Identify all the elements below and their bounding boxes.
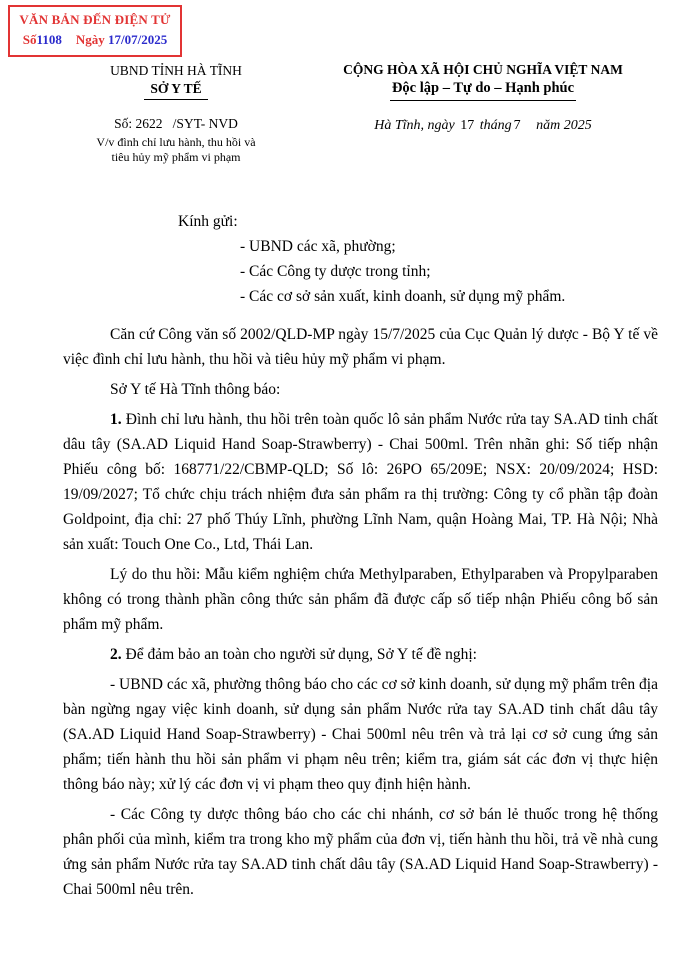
- document-subject-line1: V/v đình chỉ lưu hành, thu hồi và: [96, 135, 256, 149]
- stamp-date-value: 17/07/2025: [107, 32, 168, 47]
- document-header: [0, 62, 681, 165]
- stamp-number-date-row: [12, 32, 178, 48]
- stamp-number-value: 1108: [36, 32, 62, 47]
- issuing-org-parent: UBND TỈNH HÀ TĨNH: [110, 63, 242, 78]
- document-number: Số: 2622 /SYT- NVD: [114, 116, 238, 131]
- body-paragraph: - Các Công ty dược thông báo cho các chi nhánh, cơ sở bán lẻ thuốc trong hệ thống phân phối của mình, kiểm tra trong kho mỹ phẩm của đơn vị, tiến hành thu hồi, trả về nhà cung ứng sản phẩm Nước rửa tay SA.AD tinh chất dâu tây (SA.AD Liquid Hand Soap-Strawberry) - Chai 500ml nêu trên.: [63, 806, 658, 898]
- stamp-date-label: Ngày: [75, 32, 105, 47]
- body-paragraph: Sở Y tế Hà Tĩnh thông báo:: [110, 381, 281, 398]
- place-and-date: [318, 118, 648, 134]
- body-paragraph: - UBND các xã, phường thông báo cho các cơ sở kinh doanh, sử dụng mỹ phẩm trên địa bàn ngừng ngay việc kinh doanh, sử dụng sản phẩm Nước rửa tay SA.AD tinh chất dâu tây (SA.AD Liquid Hand Soap-Strawberry) - Chai 500ml nêu trên và trả lại cơ sở cung ứng sản phẩm; tiến hành thu hồi sản phẩm vi phạm nêu trên; kiểm tra, giám sát các đơn vị thực hiện thông báo này; xử lý các đơn vị vi phạm theo quy định hiện hành.: [63, 676, 658, 793]
- body-paragraph: 2. Để đảm bảo an toàn cho người sử dụng, Sở Y tế đề nghị:: [110, 646, 477, 663]
- month-label: tháng: [479, 118, 512, 133]
- stamp-title: VĂN BẢN ĐẾN ĐIỆN TỬ: [19, 12, 171, 27]
- date-month: 7: [513, 118, 521, 133]
- issuing-org-name: SỞ Y TẾ: [60, 80, 292, 100]
- body-paragraph: Căn cứ Công văn số 2002/QLD-MP ngày 15/7/2025 của Cục Quản lý dược - Bộ Y tế về việc đình chỉ lưu hành, thu hồi và tiêu hủy mỹ phẩm vi phạm.: [63, 326, 658, 368]
- body-paragraph: 1. Đình chỉ lưu hành, thu hồi trên toàn quốc lô sản phẩm Nước rửa tay SA.AD tinh chất dâu tây (SA.AD Liquid Hand Soap-Strawberry) - Chai 500ml. Trên nhãn ghi: Số tiếp nhận Phiếu công bố: 168771/22/CBMP-QLD; Số lô: 26PO 65/209E; NSX: 20/09/2024; HSD: 19/09/2027; Tổ chức chịu trách nhiệm đưa sản phẩm ra thị trường: Công ty cổ phần tập đoàn Goldpoint, địa chỉ: 27 phố Thúy Lĩnh, phường Lĩnh Nam, quận Hoàng Mai, TP. Hà Nội; Nhà sản xuất: Touch One Co., Ltd, Thái Lan.: [63, 411, 658, 553]
- recipient-item: - UBND các xã, phường;: [240, 238, 396, 255]
- salutation: Kính gửi:: [178, 213, 238, 230]
- national-header-block: [318, 62, 648, 134]
- document-body: [63, 322, 658, 902]
- independence-motto: Độc lập – Tự do – Hạnh phúc: [318, 80, 648, 101]
- recipients-block: [0, 209, 681, 309]
- document-subject: [60, 135, 292, 165]
- body-paragraph: Lý do thu hồi: Mẫu kiểm nghiệm chứa Methylparaben, Ethylparaben và Propylparaben không có trong thành phần công thức sản phẩm đã được cấp số tiếp nhận Phiếu công bố sản phẩm mỹ phẩm.: [63, 566, 658, 633]
- recipient-item: - Các cơ sở sản xuất, kinh doanh, sử dụng mỹ phẩm.: [240, 288, 566, 305]
- document-subject-line2: tiêu hủy mỹ phẩm vi phạm: [111, 150, 241, 164]
- date-day: 17: [460, 118, 475, 133]
- recipient-item: - Các Công ty dược trong tỉnh;: [240, 263, 431, 280]
- issuing-agency-block: [60, 62, 292, 165]
- incoming-document-stamp: [8, 5, 182, 57]
- place-date-prefix: Hà Tĩnh, ngày: [374, 118, 455, 133]
- year-label: năm 2025: [536, 118, 592, 133]
- stamp-number-label: Số: [22, 32, 37, 47]
- national-title: CỘNG HÒA XÃ HỘI CHỦ NGHĨA VIỆT NAM: [343, 62, 623, 77]
